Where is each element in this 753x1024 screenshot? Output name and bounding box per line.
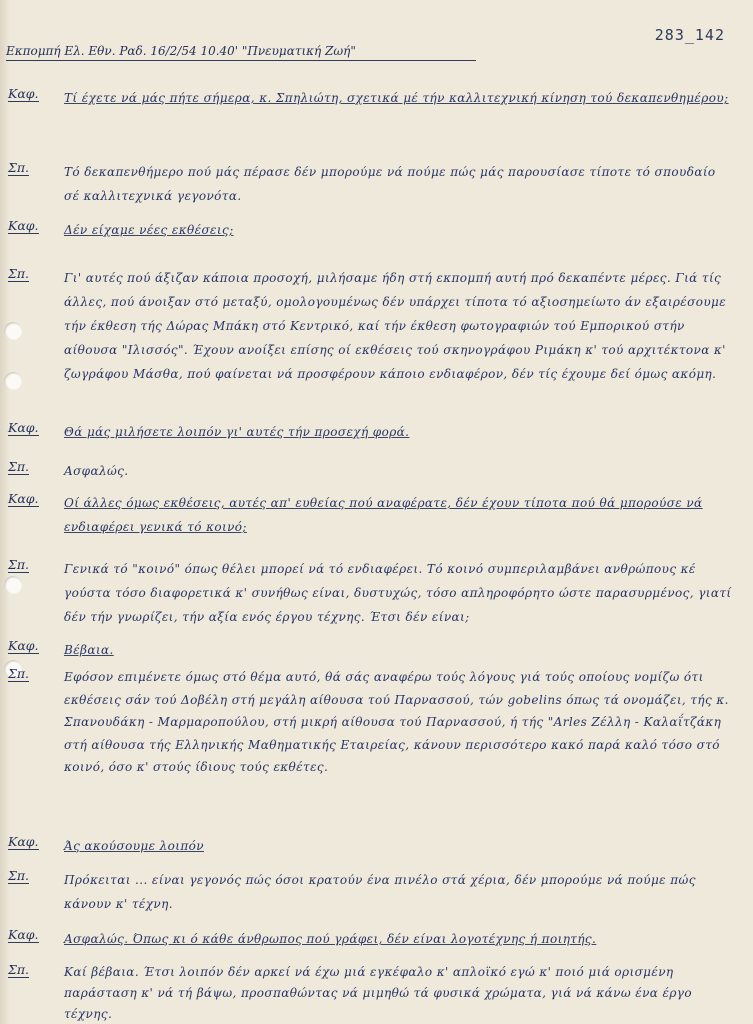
speaker-label: Σπ. bbox=[8, 557, 30, 572]
dialogue-text: Δέν είχαμε νέες εκθέσεις; bbox=[64, 223, 234, 237]
speaker-label: Καφ. bbox=[8, 834, 39, 849]
speaker-label: Σπ. bbox=[8, 266, 30, 281]
speaker-label: Καφ. bbox=[8, 927, 39, 942]
dialogue-text: Καί βέβαια. Έτσι λοιπόν δέν αρκεί νά έχω μιά εγκέφαλο κ' απλοϊκό εγώ κ' ποιό μιά ορισμένη παράσταση κ' νά τή βάψω, προσπαθώντας νά μιμηθώ τά φυσικά χρώματα, γιά νά κάνω ένα έργο τέχνης. bbox=[64, 965, 692, 1021]
dialogue-text: Πρόκειται ... είναι γεγονός πώς όσοι κρατούν ένα πινέλο στά χέρια, δέν μπορούμε νά πούμε πώς κάνουν κ' τέχνη. bbox=[64, 873, 696, 911]
dialogue-text: Γενικά τό "κοινό" όπως θέλει μπορεί νά τό ενδιαφέρει. Τό κοινό συμπεριλαμβάνει ανθρώπους κέ γούστα τόσο διαφορετικά κ' συνήθως είναι, δυστυχώς, τόσο απληροφόρητο ώστε παρασυρμένος, γιατί δέν τήν γνωρίζει, τήν αξία ενός έργου τέχνης. Έτσι δέν είναι; bbox=[64, 562, 732, 624]
speaker-label: Καφ. bbox=[8, 638, 39, 653]
broadcast-header: Εκπομπή Ελ. Εθν. Ραδ. 16/2/54 10.40' "Πνευματική Ζωή" bbox=[6, 44, 476, 61]
speaker-label: Σπ. bbox=[8, 459, 30, 474]
punch-hole bbox=[4, 576, 22, 594]
speaker-label: Καφ. bbox=[8, 491, 39, 506]
speaker-label: Καφ. bbox=[8, 218, 39, 233]
dialogue-text: Άς ακούσουμε λοιπόν bbox=[64, 839, 204, 853]
speaker-label: Καφ. bbox=[8, 86, 39, 101]
dialogue-text: Εφόσον επιμένετε όμως στό θέμα αυτό, θά σάς αναφέρω τούς λόγους γιά τούς οποίους νομίζω ότι εκθέσεις σάν τού Δοβέλη στή μεγάλη αίθουσα τού Παρνασσού, τών gobelins όπως τά ονομάζει, τής κ. Σπανουδάκη - Μαρμαροπούλου, στή μικρή αίθουσα τού Παρνασσού, ή τής "Arles Ζέλλη - Καλαΐτζάκη στή αίθουσα τής Ελληνικής Μαθηματικής Εταιρείας, κάνουν περισσότερο κακό παρά καλό τόσο στό κοινό, όσο κ' στούς ίδιους τούς εκθέτες. bbox=[64, 670, 729, 774]
speaker-label: Σπ. bbox=[8, 868, 30, 883]
dialogue-text: Θά μάς μιλήσετε λοιπόν γι' αυτές τήν προσεχή φορά. bbox=[64, 425, 410, 439]
dialogue-text: Ασφαλώς. bbox=[64, 464, 129, 478]
speaker-label: Σπ. bbox=[8, 962, 30, 977]
punch-hole bbox=[4, 372, 22, 390]
speaker-label: Καφ. bbox=[8, 420, 39, 435]
dialogue-text: Οί άλλες όμως εκθέσεις, αυτές απ' ευθείας πού αναφέρατε, δέν έχουν τίποτα πού θά μπορούσε νά ενδιαφέρει γενικά τό κοινό; bbox=[64, 496, 703, 534]
page-number: 283_142 bbox=[654, 26, 725, 44]
dialogue-text: Γι' αυτές πού άξιζαν κάποια προσοχή, μιλήσαμε ήδη στή εκπομπή αυτή πρό δεκαπέντε μέρες. Γιά τίς άλλες, πού άνοιξαν στό μεταξύ, ομολογουμένως δέν υπάρχει τίποτα τό αξιοσημείωτο άν εξαιρέσουμε τήν έκθεση τής Δώρας Μπάκη στό Κεντρικό, καί τήν έκθεση φωτογραφιών τού Εμπορικού στήν αίθουσα "Ιλισσός". Έχουν ανοίξει επίσης οί εκθέσεις τού σκηνογράφου Ριμάκη κ' τού αρχιτέκτονα κ' ζωγράφου Μάσθα, πού φαίνεται νά προσφέρουν κάποιο ενδιαφέρον, δέν τίς έχουμε δεί όμως ακόμη. bbox=[64, 271, 727, 381]
dialogue-text: Τό δεκαπενθήμερο πού μάς πέρασε δέν μπορούμε νά πούμε πώς μάς παρουσίασε τίποτε τό σπουδαίο σέ καλλιτεχνικά γεγονότα. bbox=[64, 165, 716, 203]
dialogue-text: Βέβαια. bbox=[64, 643, 114, 657]
speaker-label: Σπ. bbox=[8, 160, 30, 175]
dialogue-text: Τί έχετε νά μάς πήτε σήμερα, κ. Σπηλιώτη, σχετικά μέ τήν καλλιτεχνική κίνηση τού δεκαπενθημέρου; bbox=[64, 91, 729, 105]
punch-hole bbox=[4, 322, 22, 340]
speaker-label: Σπ. bbox=[8, 666, 30, 681]
dialogue-text: Ασφαλώς. Όπως κι ό κάθε άνθρωπος πού γράφει, δέν είναι λογοτέχνης ή ποιητής. bbox=[64, 932, 597, 946]
